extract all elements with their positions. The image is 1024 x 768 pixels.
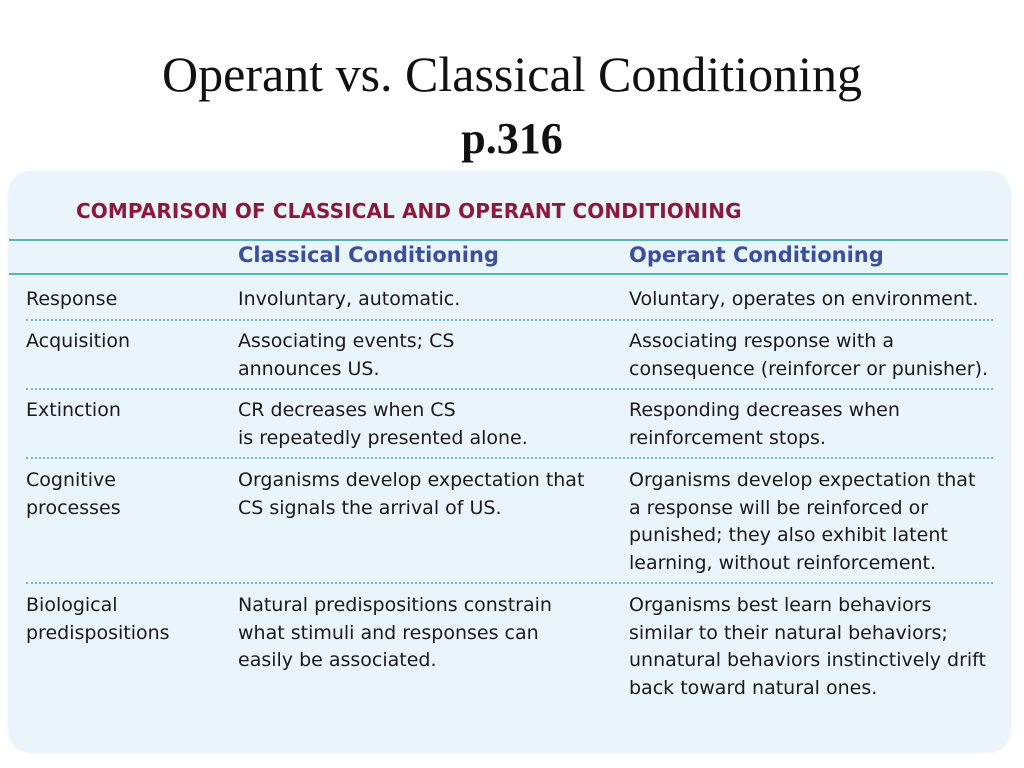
row-label: Cognitive processes bbox=[26, 469, 121, 519]
row-divider bbox=[26, 582, 993, 584]
operant-cell: Associating response with a consequence (reinforcer or punisher). bbox=[629, 330, 989, 380]
operant-cell: Responding decreases when reinforcement stops. bbox=[629, 399, 900, 449]
header-bottom-rule bbox=[9, 273, 1008, 275]
classical-cell: Organisms develop expectation that CS signals the arrival of US. bbox=[238, 469, 585, 519]
classical-cell: CR decreases when CS is repeatedly presented alone. bbox=[238, 399, 528, 449]
row-label: Biological predispositions bbox=[26, 594, 170, 644]
classical-cell: Associating events; CS announces US. bbox=[238, 330, 455, 380]
classical-cell: Involuntary, automatic. bbox=[238, 288, 461, 310]
classical-cell: Natural predispositions constrain what stimuli and responses can easily be associated. bbox=[238, 594, 552, 671]
operant-cell: Organisms best learn behaviors similar to their natural behaviors; unnatural behaviors instinctively drift back toward natural ones. bbox=[629, 594, 986, 699]
row-label: Extinction bbox=[26, 399, 121, 421]
page-reference: p.316 bbox=[461, 114, 563, 163]
comparison-table-panel bbox=[9, 172, 1010, 752]
table-heading: COMPARISON OF CLASSICAL AND OPERANT CONDITIONING bbox=[76, 199, 742, 223]
slide-title: Operant vs. Classical Conditioning bbox=[162, 46, 862, 102]
column-header-operant: Operant Conditioning bbox=[629, 243, 884, 267]
row-divider bbox=[26, 319, 993, 321]
row-divider bbox=[26, 388, 993, 390]
header-top-rule bbox=[9, 239, 1008, 241]
operant-cell: Organisms develop expectation that a response will be reinforced or punished; they also exhibit latent learning, without reinforcement. bbox=[629, 469, 976, 574]
operant-cell: Voluntary, operates on environment. bbox=[629, 288, 979, 310]
row-label: Response bbox=[26, 288, 118, 310]
row-divider bbox=[26, 457, 993, 459]
row-label: Acquisition bbox=[26, 330, 131, 352]
column-header-classical: Classical Conditioning bbox=[238, 243, 499, 267]
